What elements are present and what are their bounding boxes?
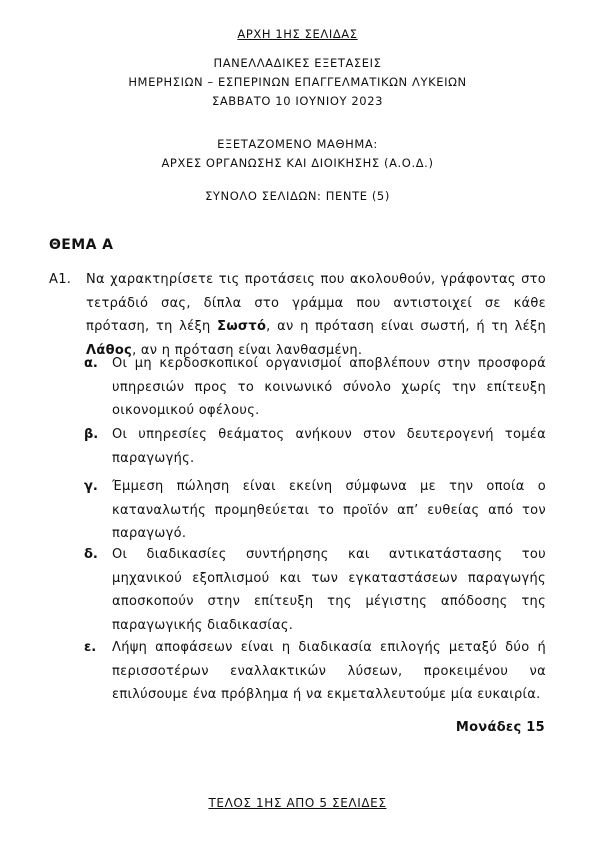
section-title: ΘΕΜΑ Α bbox=[49, 237, 114, 253]
subject-name: ΑΡΧΕΣ ΟΡΓΑΝΩΣΗΣ ΚΑΙ ΔΙΟΙΚΗΣΗΣ (Α.Ο.Δ.) bbox=[161, 156, 434, 170]
question-units: Μονάδες 15 bbox=[455, 720, 545, 735]
statement-text: Οι υπηρεσίες θεάματος ανήκουν στον δευτερογενή τομέα παραγωγής. bbox=[112, 427, 546, 466]
statement-text: Έμμεση πώληση είναι εκείνη σύμφωνα με την οποία ο καταναλωτής προμηθεύεται το προϊόν απ’ ευθείας από τον παραγωγό. bbox=[112, 479, 546, 541]
question-number: Α1. bbox=[49, 272, 72, 287]
statement-item-c bbox=[84, 475, 546, 546]
word-false: Λάθος bbox=[86, 342, 133, 358]
statement-item-b bbox=[84, 423, 546, 470]
statement-letter: γ. bbox=[84, 479, 98, 494]
word-true: Σωστό bbox=[217, 319, 267, 334]
subject-label: ΕΞΕΤΑΖΟΜΕΝΟ ΜΑΘΗΜΑ: bbox=[217, 137, 378, 151]
page-count: ΣΥΝΟΛΟ ΣΕΛΙΔΩΝ: ΠΕΝΤΕ (5) bbox=[205, 189, 390, 203]
exam-date: ΣΑΒΒΑΤΟ 10 ΙΟΥΝΙΟΥ 2023 bbox=[211, 94, 384, 108]
statement-letter: β. bbox=[84, 427, 99, 442]
exam-title: ΠΑΝΕΛΛΑΔΙΚΕΣ ΕΞΕΤΑΣΕΙΣ bbox=[213, 56, 382, 70]
statement-text: Οι μη κερδοσκοπικοί οργανισμοί αποβλέπουν στην προσφορά υπηρεσιών προς το κοινωνικό σύνολο χωρίς την επίτευξη οικονομικού οφέλους. bbox=[112, 356, 546, 418]
statement-text: Λήψη αποφάσεων είναι η διαδικασία επιλογής μεταξύ δύο ή περισσοτέρων εναλλακτικών λύσεων, προκειμένου να επιλύσουμε ένα πρόβλημα ή να εκμεταλλευτούμε μία ευκαιρία. bbox=[112, 640, 546, 702]
statement-item-a bbox=[84, 352, 546, 423]
statement-text: Οι διαδικασίες συντήρησης και αντικατάστασης του μηχανικού εξοπλισμού και των εγκαταστάσεων παραγωγής αποσκοπούν στην επίτευξη της μέγιστης απόδοσης της παραγωγικής διαδικασίας. bbox=[112, 547, 546, 633]
question-intro bbox=[86, 268, 546, 362]
statement-item-e bbox=[84, 636, 546, 707]
statement-letter: δ. bbox=[84, 547, 98, 562]
page-start-marker: ΑΡΧΗ 1ΗΣ ΣΕΛΙΔΑΣ bbox=[237, 27, 358, 41]
question-intro-part2: , αν η πρόταση είναι σωστή, ή τη λέξη bbox=[266, 319, 547, 334]
statement-item-d bbox=[84, 543, 546, 637]
question-intro-part3: , αν η πρόταση είναι λανθασμένη. bbox=[132, 342, 363, 358]
school-type: ΗΜΕΡΗΣΙΩΝ – ΕΣΠΕΡΙΝΩΝ ΕΠΑΓΓΕΛΜΑΤΙΚΩΝ ΛΥΚΕΙΩΝ bbox=[128, 75, 467, 89]
question-intro-part1: Να χαρακτηρίσετε τις προτάσεις που ακολουθούν, γράφοντας στο τετράδιό σας, δίπλα στο γράμμα που αντιστοιχεί σε κάθε πρόταση, τη λέξη bbox=[86, 272, 546, 334]
statement-letter: ε. bbox=[84, 640, 97, 655]
statement-letter: α. bbox=[84, 356, 98, 371]
page-end-marker: ΤΕΛΟΣ 1ΗΣ ΑΠΟ 5 ΣΕΛΙΔΕΣ bbox=[208, 796, 387, 810]
